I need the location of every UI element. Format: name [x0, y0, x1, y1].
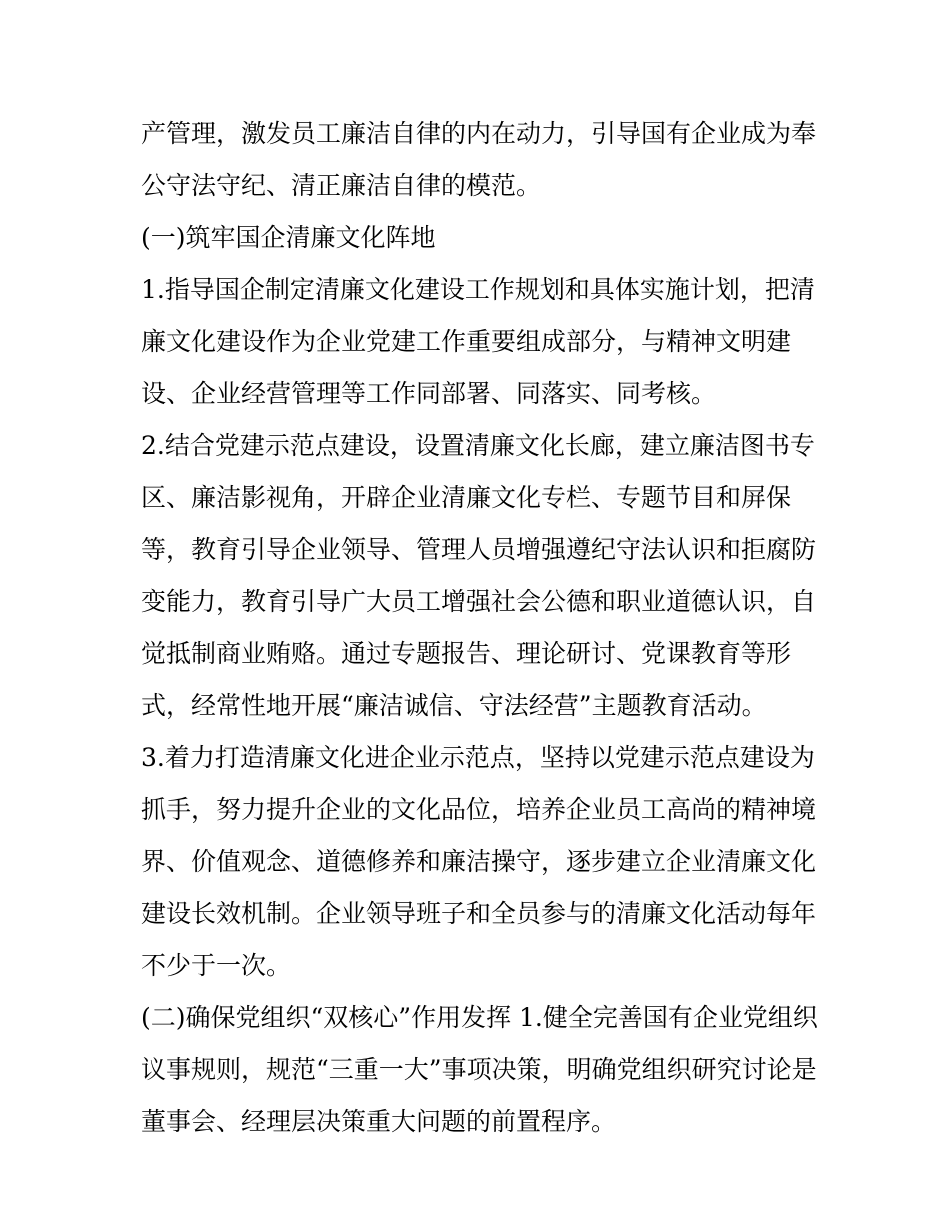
text-line: 界、价值观念、道德修养和廉洁操守，逐步建立企业清廉文化 — [141, 847, 817, 876]
text-line: 式，经常性地开展“廉洁诚信、守法经营”主题教育活动。 — [141, 691, 767, 720]
text-line: 廉文化建设作为企业党建工作重要组成部分，与精神文明建 — [141, 327, 792, 356]
section-heading: (一)筑牢国企清廉文化阵地 — [141, 223, 436, 252]
text-line: 3.着力打造清廉文化进企业示范点，坚持以党建示范点建设为 — [141, 743, 815, 772]
text-line: 董事会、经理层决策重大问题的前置程序。 — [141, 1107, 617, 1136]
text-line: 觉抵制商业贿赂。通过专题报告、理论研讨、党课教育等形 — [141, 639, 792, 668]
text-line: 等，教育引导企业领导、管理人员增强遵纪守法认识和拒腐防 — [141, 535, 817, 564]
text-line: 设、企业经营管理等工作同部署、同落实、同考核。 — [141, 379, 717, 408]
text-line: 抓手，努力提升企业的文化品位，培养企业员工高尚的精神境 — [141, 795, 817, 824]
text-line: 不少于一次。 — [141, 951, 292, 980]
text-line: 议事规则，规范“三重一大”事项决策，明确党组织研究讨论是 — [141, 1055, 817, 1084]
text-line: 变能力，教育引导广大员工增强社会公德和职业道德认识，自 — [141, 587, 817, 616]
text-line: 2.结合党建示范点建设，设置清廉文化长廊，建立廉洁图书专 — [141, 431, 815, 460]
document-body — [141, 108, 821, 1148]
text-line: 产管理，激发员工廉洁自律的内在动力，引导国有企业成为奉 — [141, 119, 817, 148]
text-line: 公守法守纪、清正廉洁自律的模范。 — [141, 171, 542, 200]
text-line: 区、廉洁影视角，开辟企业清廉文化专栏、专题节目和屏保 — [141, 483, 792, 512]
text-line: 1.指导国企制定清廉文化建设工作规划和具体实施计划，把清 — [141, 275, 815, 304]
section-heading: (二)确保党组织“双核心”作用发挥 1.健全完善国有企业党组织 — [141, 1003, 818, 1032]
text-line: 建设长效机制。企业领导班子和全员参与的清廉文化活动每年 — [141, 899, 817, 928]
